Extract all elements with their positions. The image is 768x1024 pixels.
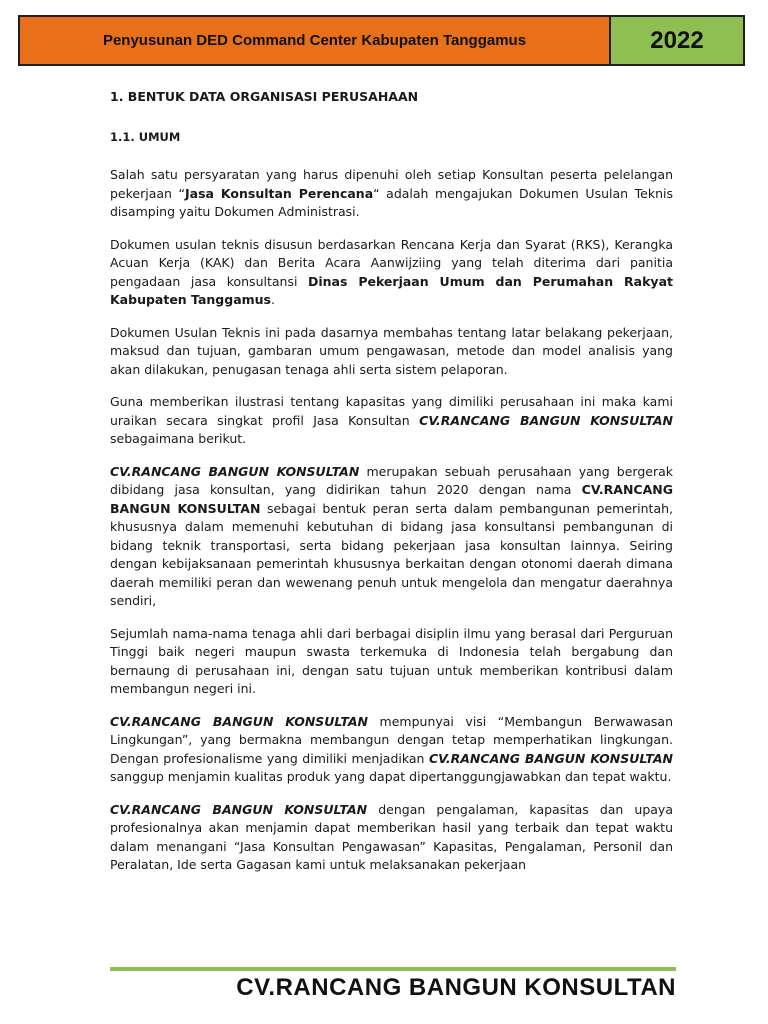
document-title: Penyusunan DED Command Center Kabupaten Tanggamus [20,17,611,64]
paragraph [110,625,673,699]
paragraph-text: sanggup menjamin kualitas produk yang dapat dipertanggungjawabkan dan tepat waktu. [110,769,672,784]
paragraph-text: dengan pengalaman, kapasitas dan upaya profesionalnya akan menjamin dapat memberikan hasil yang terbaik dan tepat waktu dalam menangani “Jasa Konsultan Pengawasan” Kapasitas, Pengalaman, Personil dan Peralatan, Ide serta Gagasan kami untuk melaksanakan pekerjaan [110,801,673,872]
paragraph-list [110,166,673,875]
paragraph [110,801,673,875]
subsection-heading: 1.1. UMUM [110,129,181,144]
section-heading: 1. BENTUK DATA ORGANISASI PERUSAHAAN [110,89,419,104]
document-body [110,88,673,889]
paragraph [110,393,673,449]
paragraph [110,166,673,222]
page-header [18,15,745,66]
emphasis-text: CV.RANCANG BANGUN KONSULTAN [428,750,674,766]
paragraph-text: “ adalah mengajukan Dokumen Usulan Teknis disamping yaitu Dokumen Administrasi. [110,185,673,219]
paragraph [110,236,673,310]
footer-company-name: CV.RANCANG BANGUN KONSULTAN [236,974,676,1001]
emphasis-text: CV.RANCANG BANGUN KONSULTAN [110,463,360,479]
paragraph-text: Guna memberikan ilustrasi tentang kapasitas yang dimiliki perusahaan ini maka kami uraikan secara singkat profil Jasa Konsultan [110,394,673,428]
paragraph-text: sebagaimana berikut. [110,431,247,446]
paragraph-text: . [271,292,275,307]
emphasis-text: CV.RANCANG BANGUN KONSULTAN [110,713,369,729]
emphasis-text: Dinas Pekerjaan Umum dan Perumahan Rakyat Kabupaten Tanggamus [110,273,673,307]
footer-divider [110,967,676,971]
emphasis-text: CV.RANCANG BANGUN KONSULTAN [110,482,673,516]
emphasis-text: CV.RANCANG BANGUN KONSULTAN [419,412,673,428]
paragraph [110,324,673,380]
emphasis-text: CV.RANCANG BANGUN KONSULTAN [110,801,368,817]
paragraph-text: Salah satu persyaratan yang harus dipenuhi oleh setiap Konsultan peserta pelelangan pekerjaan “ [110,167,673,201]
paragraph [110,713,673,787]
paragraph-text: sebagai bentuk peran serta dalam pembangunan pemerintah, khususnya dalam memenuhi kebutuhan di bidang jasa konsultansi pembangunan di bidang teknik transportasi, serta bidang pekerjaan jasa konsultan lainnya. Seiring dengan kebijaksanaan pemerintah khususnya berkaitan dengan otonomi daerah dimana daerah memiliki peran dan wewenang penuh untuk mengelola dan mengatur daerahnya sendiri, [110,500,674,608]
paragraph [110,463,673,611]
paragraph-text: Sejumlah nama-nama tenaga ahli dari berbagai disiplin ilmu yang berasal dari Perguruan Tinggi baik negeri maupun swasta terkemuka di Indonesia telah bergabung dan bernaung di perusahaan ini, dengan satu tujuan untuk memberikan kontribusi dalam membangun negeri ini. [110,625,673,696]
paragraph-text: Dokumen Usulan Teknis ini pada dasarnya membahas tentang latar belakang pekerjaan, maksud dan tujuan, gambaran umum pengawasan, metode dan model analisis yang akan dilakukan, penugasan tenaga ahli serta sistem pelaporan. [110,324,673,377]
document-year: 2022 [611,17,743,64]
paragraph-text: Dokumen usulan teknis disusun berdasarkan Rencana Kerja dan Syarat (RKS), Kerangka Acuan Kerja (KAK) dan Berita Acara Aanwijziing yang telah diterima dari panitia pengadaan jasa konsultansi [110,236,673,289]
paragraph-text: mempunyai visi “Membangun Berwawasan Lingkungan”, yang bermakna membangun dengan tetap memperhatikan lingkungan. Dengan profesionalisme yang dimiliki menjadikan [110,713,674,766]
emphasis-text: Jasa Konsultan Perencana [185,185,374,201]
paragraph-text: merupakan sebuah perusahaan yang bergerak dibidang jasa konsultan, yang didirikan tahun 2020 dengan nama [110,463,674,497]
